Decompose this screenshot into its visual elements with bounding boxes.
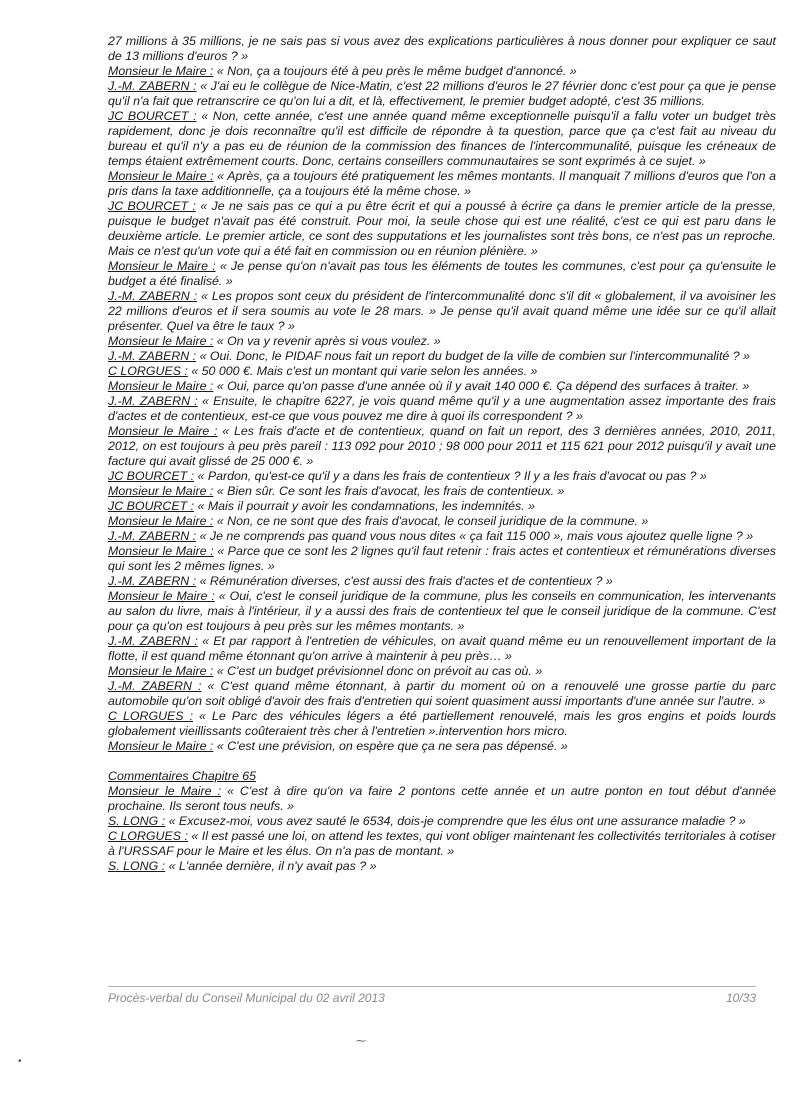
section-heading: Commentaires Chapitre 65 [108, 769, 257, 783]
transcript-entry [108, 289, 776, 334]
transcript-entry [108, 679, 776, 709]
speaker-name: J.-M. ZABERN : [108, 394, 198, 408]
entry-text: « On va y revenir après si vous voulez. » [213, 334, 441, 348]
entry-text: « J'ai eu le collègue de Nice-Matin, c'est 22 millions d'euros le 27 février donc c'est pour ça que je pense qu'il n'a fait que retranscrire ce qu'on lui a dit, et là, effectivement, le premier budget adopté, c'est 35 millions. [108, 79, 776, 108]
entry-text: « Parce que ce sont les 2 lignes qu'il faut retenir : frais actes et contentieux et rémunérations diverses qui sont les 2 mêmes lignes. » [108, 544, 776, 573]
entry-text: « Rémunération diverses, c'est aussi des frais d'actes et de contentieux ? » [196, 574, 613, 588]
entry-text: « Et par rapport à l'entretien de véhicules, on avait quand même eu un renouvellement important de la flotte, il est quand même étonnant qu'on arrive à maintenir à peu près… » [108, 634, 776, 663]
entry-text: « Je ne comprends pas quand vous nous dites « ça fait 115 000 », mais vous ajoutez quelle ligne ? » [196, 529, 754, 543]
transcript-entry [108, 349, 776, 364]
speaker-name: J.-M. ZABERN : [108, 289, 198, 303]
entry-text: « Oui, c'est le conseil juridique de la commune, plus les conseils en communication, les intervenants au salon du livre, mais à l'intérieur, il y a aussi des frais de contentieux tel que le conseil juridique de la commune. C'est pour ça qu'on est toujours à peu près sur les mêmes montants. » [108, 589, 776, 633]
entry-text: « C'est quand même étonnant, à partir du moment où on a renouvelé une grosse partie du parc automobile qu'on soit obligé d'avoir des frais d'entretien qui soient quasiment aussi importants d'une année sur l'autre. » [108, 679, 776, 708]
entry-text: « Non, ce ne sont que des frais d'avocat, le conseil juridique de la commune. » [213, 514, 649, 528]
transcript-entry [108, 589, 776, 634]
speaker-name: Monsieur le Maire : [108, 544, 214, 558]
transcript-entry [108, 364, 776, 379]
entry-text: « Ensuite, le chapitre 6227, je vois quand même qu'il y a une augmentation assez importante des frais d'actes et de contentieux, est-ce que vous pouvez me dire à quoi ils correspondent ? » [108, 394, 776, 423]
entry-text: « Pardon, qu'est-ce qu'il y a dans les frais de contentieux ? Il y a les frais d'avocat ou pas ? » [194, 469, 707, 483]
speaker-name: J.-M. ZABERN : [108, 79, 197, 93]
transcript-entry [108, 784, 776, 814]
entry-text: « C'est une prévision, on espère que ça ne sera pas dépensé. » [213, 739, 568, 753]
entry-text: « Non, cette année, c'est une année quand même exceptionnelle puisqu'il a fallu voter un budget très rapidement, donc je dois reconnaître qu'il est difficile de répondre à ta question, parce que ça c'est fait au niveau du bureau et qu'il n'y a pas eu de réunion de la commission des finances de l'intercommunalité, puisque les créneaux de temps étaient extrêmement courts. Donc, certains conseillers communautaires se sont exprimés à ce sujet. » [108, 109, 776, 168]
transcript-entry [108, 394, 776, 424]
transcript-entry [108, 544, 776, 574]
transcript-entry [108, 859, 776, 874]
speaker-name: Monsieur le Maire : [108, 379, 214, 393]
transcript-entry [108, 79, 776, 109]
speaker-name: C LORGUES : [108, 829, 188, 843]
entry-text: « Je pense qu'on n'avait pas tous les éléments de toutes les communes, c'est pour ça qu'ensuite le budget a été finalisé. » [108, 259, 777, 288]
speaker-name: JC BOURCET : [108, 499, 195, 513]
entry-text: « L'année dernière, il n'y avait pas ? » [165, 859, 377, 873]
entry-text: « C'est à dire qu'on va faire 2 pontons cette année et un autre ponton en tout début d'année prochaine. Ils seront tous neufs. » [108, 784, 777, 813]
speaker-name: J.-M. ZABERN : [108, 634, 198, 648]
transcript-entry [108, 829, 776, 859]
scan-speck-mark: • [18, 1056, 22, 1067]
section-entries [108, 784, 776, 874]
transcript-entry [108, 64, 776, 79]
speaker-name: S. LONG : [108, 814, 166, 828]
transcript-body [108, 34, 776, 874]
speaker-name: C LORGUES : [108, 709, 194, 723]
transcript-entries [108, 34, 776, 754]
speaker-name: JC BOURCET : [108, 469, 195, 483]
speaker-name: Monsieur le Maire : [108, 334, 214, 348]
transcript-entry [108, 334, 776, 349]
transcript-entry [108, 34, 776, 64]
speaker-name: JC BOURCET : [108, 199, 196, 213]
speaker-name: Monsieur le Maire : [108, 784, 222, 798]
transcript-entry [108, 514, 776, 529]
transcript-entry [108, 484, 776, 499]
transcript-entry [108, 424, 776, 469]
transcript-entry [108, 709, 776, 739]
speaker-name: J.-M. ZABERN : [108, 349, 197, 363]
entry-text: « Oui. Donc, le PIDAF nous fait un report du budget de la ville de combien sur l'intercommunalité ? » [196, 349, 750, 363]
scan-smudge-mark: ⁓ [356, 1036, 366, 1047]
entry-text: « Je ne sais pas ce qui a pu être écrit et qui a poussé à écrire ça dans le premier article de la presse, puisque le budget n'avait pas été construit. Pour moi, la seule chose qui est une réalité, c'est ce qui est paru dans le deuxième article. Le premier article, ce sont des supputations et les journalistes sont très bons, ce n'est pas un reproche. Mais ce n'est qu'un vote qui a été fait en commission ou en réunion plénière. » [108, 199, 776, 258]
entry-text: « Le Parc des véhicules légers a été partiellement renouvelé, mais les gros engins et poids lourds globalement vieillissants coûteraient très cher à l'entretien ».intervention hors micro. [108, 709, 776, 738]
entry-text: « Il est passé une loi, on attend les textes, qui vont obliger maintenant les collectivités territoriales à cotiser à l'URSSAF pour le Maire et les élus. On n'a pas de montant. » [108, 829, 776, 858]
speaker-name: Monsieur le Maire : [108, 739, 214, 753]
entry-text: « Les frais d'acte et de contentieux, quand on fait un report, des 3 dernières années, 2010, 2011, 2012, on est toujours à peu près pareil : 113 092 pour 2010 ; 98 000 pour 2011 et 115 621 pour 2012 puisqu'il y avait une facture qui avait glissé de 25 000 €. » [108, 424, 776, 468]
speaker-name: Monsieur le Maire : [108, 424, 218, 438]
transcript-entry [108, 259, 776, 289]
transcript-entry [108, 469, 776, 484]
transcript-entry [108, 109, 776, 169]
transcript-entry [108, 169, 776, 199]
transcript-entry [108, 574, 776, 589]
transcript-entry [108, 739, 776, 754]
entry-text: « Oui, parce qu'on passe d'une année où il y avait 140 000 €. Ça dépend des surfaces à traiter. » [213, 379, 750, 393]
transcript-entry [108, 379, 776, 394]
entry-text: « Après, ça a toujours été pratiquement les mêmes montants. Il manquait 7 millions d'euros que l'on a pris dans la taxe additionnelle, ça a toujours été la même chose. » [108, 169, 776, 198]
speaker-name: S. LONG : [108, 859, 166, 873]
page-footer [108, 986, 756, 1005]
speaker-name: Monsieur le Maire : [108, 514, 214, 528]
speaker-name: Monsieur le Maire : [108, 664, 214, 678]
transcript-entry [108, 664, 776, 679]
entry-text: « Mais il pourrait y avoir les condamnations, les indemnités. » [194, 499, 535, 513]
entry-text: « C'est un budget prévisionnel donc on prévoit au cas où. » [213, 664, 543, 678]
entry-text: « Non, ça a toujours été à peu près le même budget d'annoncé. » [213, 64, 577, 78]
speaker-name: Monsieur le Maire : [108, 589, 215, 603]
speaker-name: J.-M. ZABERN : [108, 574, 197, 588]
footer-title: Procès-verbal du Conseil Municipal du 02 avril 2013 [108, 991, 385, 1005]
transcript-entry [108, 499, 776, 514]
speaker-name: C LORGUES : [108, 364, 188, 378]
speaker-name: Monsieur le Maire : [108, 259, 216, 273]
entry-text: 27 millions à 35 millions, je ne sais pas si vous avez des explications particulières à nous donner pour expliquer ce saut de 13 millions d'euros ? » [108, 34, 776, 63]
speaker-name: Monsieur le Maire : [108, 169, 214, 183]
speaker-name: Monsieur le Maire : [108, 64, 214, 78]
entry-text: « 50 000 €. Mais c'est un montant qui varie selon les années. » [187, 364, 538, 378]
transcript-entry [108, 529, 776, 544]
transcript-entry [108, 199, 776, 259]
entry-text: « Excusez-moi, vous avez sauté le 6534, dois-je comprendre que les élus ont une assurance maladie ? » [165, 814, 746, 828]
transcript-entry [108, 634, 776, 664]
entry-text: « Les propos sont ceux du président de l'intercommunalité donc s'il dit « globalement, il va avoisiner les 22 millions d'euros et il sera soumis au vote le 28 mars. » Je pense qu'il avait quand même une idée sur ce qu'il allait présenter. Quel va être le taux ? » [108, 289, 776, 333]
entry-text: « Bien sûr. Ce sont les frais d'avocat, les frais de contentieux. » [213, 484, 565, 498]
speaker-name: J.-M. ZABERN : [108, 529, 197, 543]
speaker-name: Monsieur le Maire : [108, 484, 214, 498]
page-number: 10/33 [725, 991, 756, 1005]
transcript-entry [108, 814, 776, 829]
speaker-name: J.-M. ZABERN : [108, 679, 202, 693]
speaker-name: JC BOURCET : [108, 109, 197, 123]
